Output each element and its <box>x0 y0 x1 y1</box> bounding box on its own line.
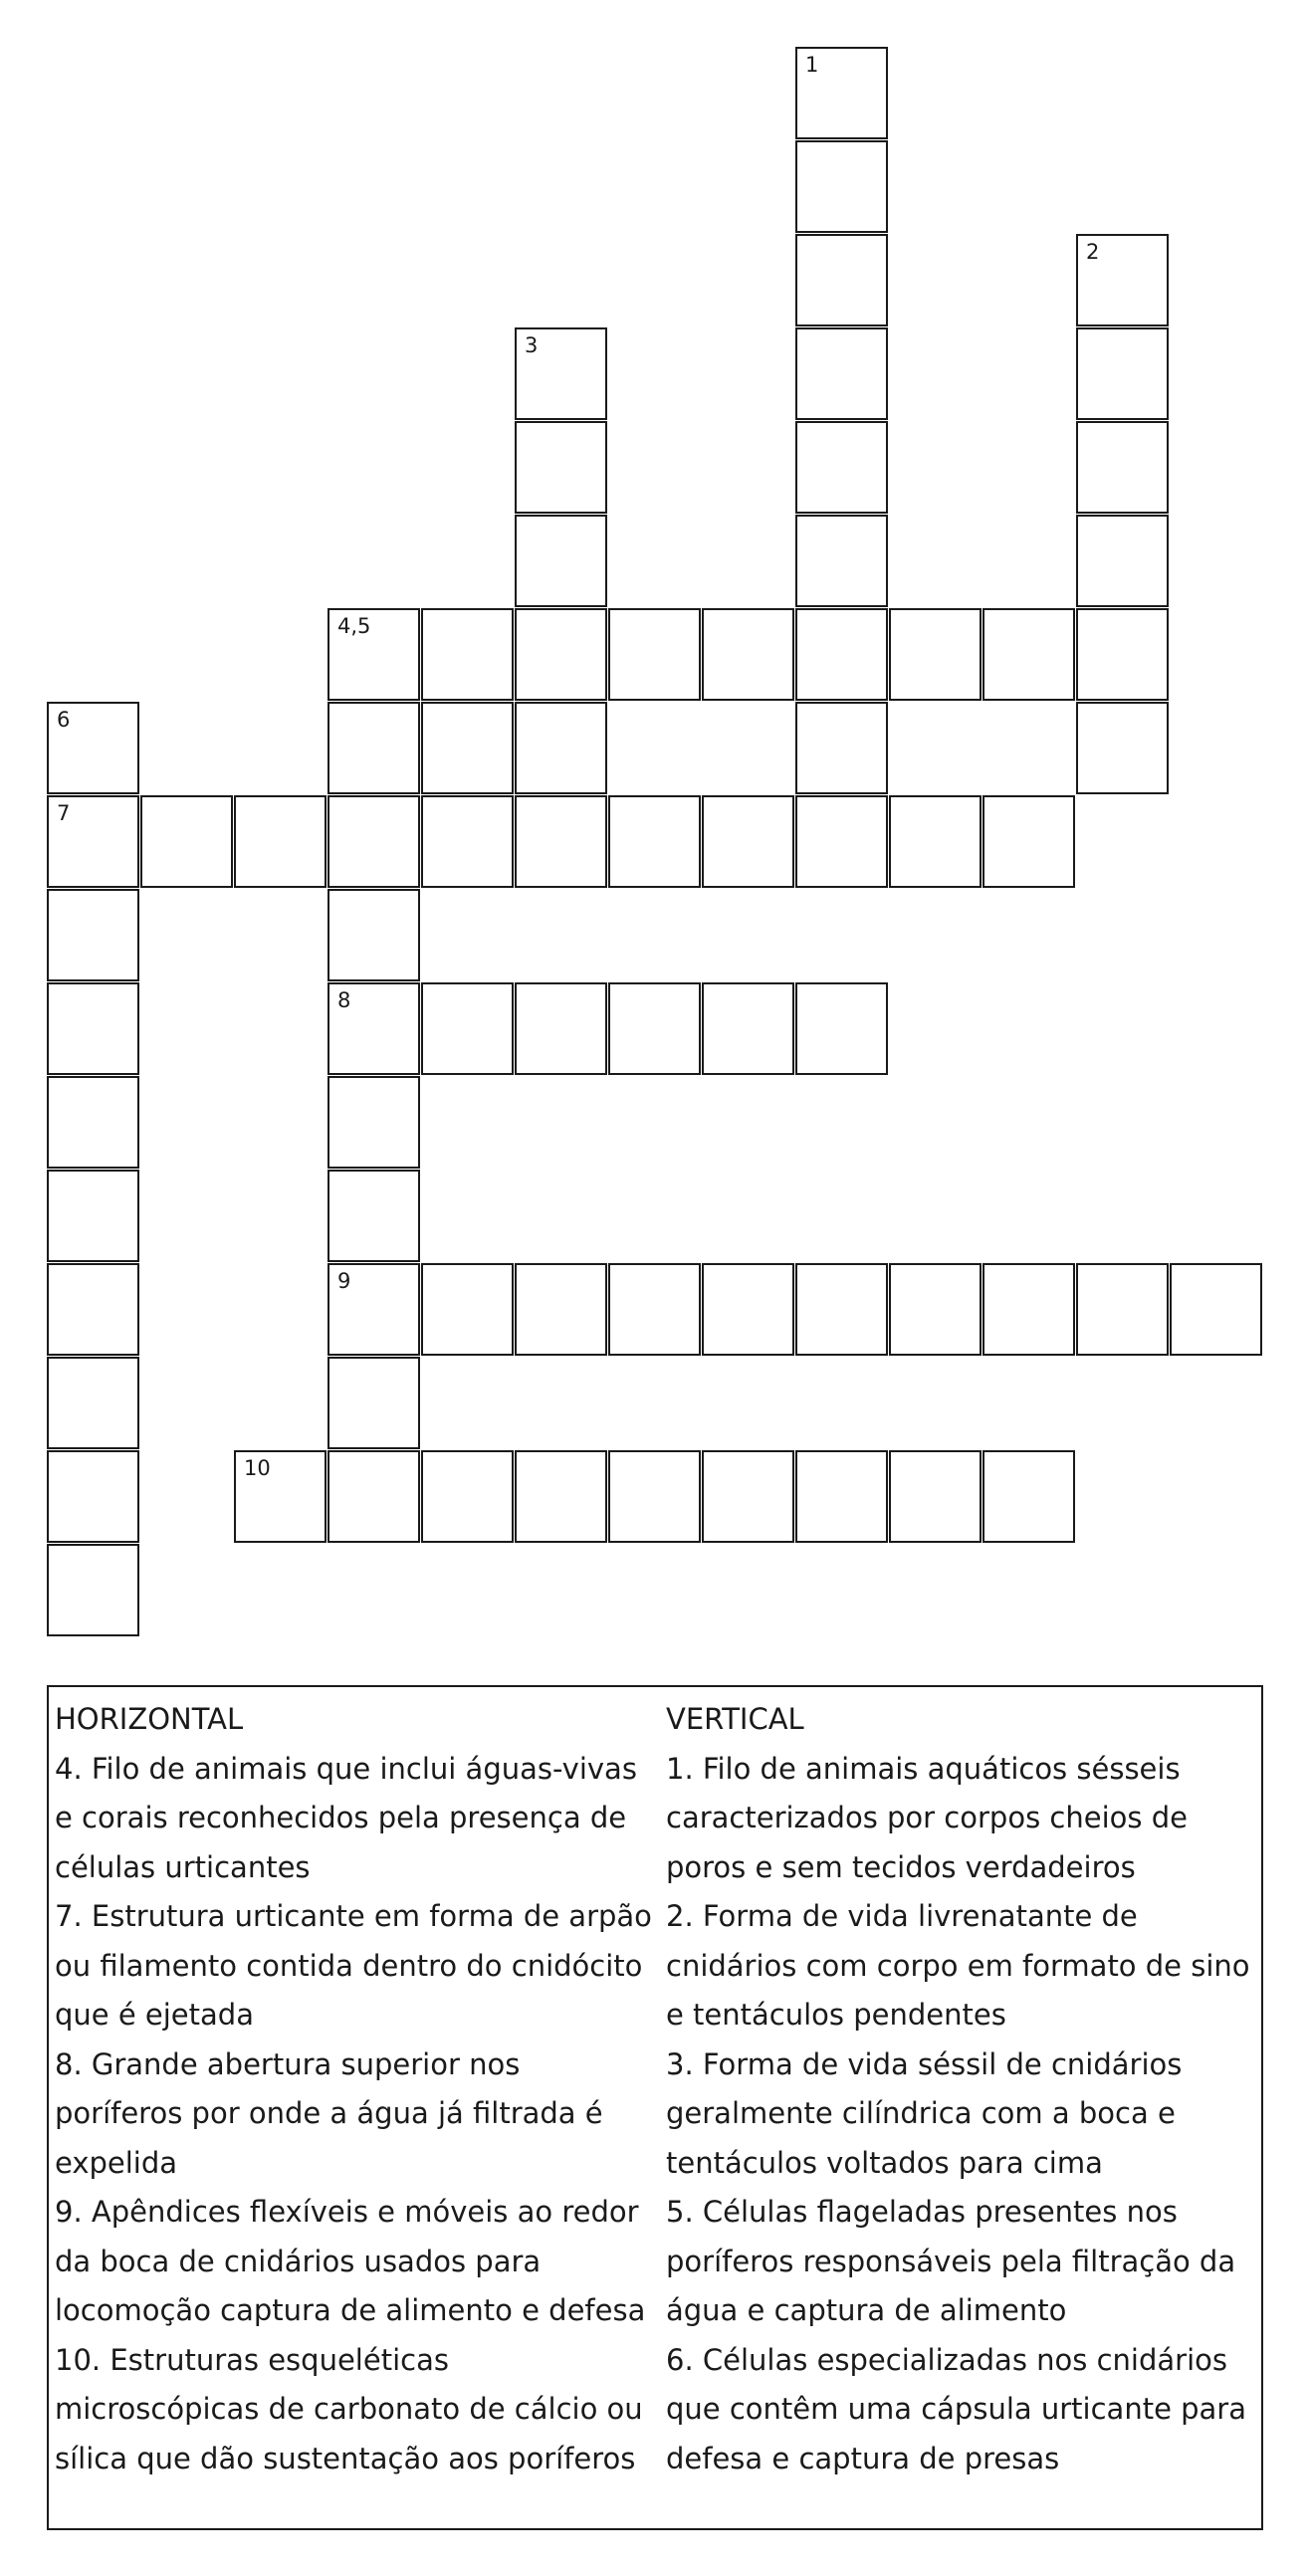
grid-cell[interactable] <box>515 421 607 514</box>
grid-cell[interactable] <box>328 795 420 888</box>
grid-cell[interactable] <box>328 889 420 981</box>
grid-cell[interactable] <box>47 702 139 794</box>
horizontal-title: HORIZONTAL <box>55 1702 244 1736</box>
clue-vertical-1: 1. Filo de animais aquáticos sésseis caracterizados por corpos cheios de poros e sem tecidos verdadeiros <box>666 1751 1188 1884</box>
vertical-title: VERTICAL <box>666 1702 804 1736</box>
grid-cell[interactable] <box>1076 515 1169 607</box>
grid-cell[interactable] <box>421 1263 514 1356</box>
clue-number: 6 <box>57 708 71 732</box>
vertical-clues <box>666 1695 1259 2483</box>
clue-number: 9 <box>337 1269 351 1293</box>
clue-vertical-6: 6. Células especializadas nos cnidários que contêm uma cápsula urticante para defesa e captura de presas <box>666 2342 1247 2475</box>
grid-cell[interactable] <box>47 1357 139 1449</box>
clue-number: 10 <box>244 1456 271 1480</box>
grid-cell[interactable] <box>328 982 420 1075</box>
grid-cell[interactable] <box>515 795 607 888</box>
grid-cell[interactable] <box>515 327 607 420</box>
grid-cell[interactable] <box>47 1544 139 1636</box>
horizontal-clues <box>55 1695 652 2483</box>
grid-cell[interactable] <box>608 982 701 1075</box>
clue-number: 8 <box>337 988 351 1012</box>
grid-cell[interactable] <box>515 982 607 1075</box>
grid-cell[interactable] <box>982 795 1075 888</box>
clue-vertical-5: 5. Células flageladas presentes nos poríferos responsáveis pela filtração da água e captura de alimento <box>666 2195 1236 2327</box>
clue-number: 4,5 <box>337 614 371 638</box>
grid-cell[interactable] <box>1076 234 1169 326</box>
grid-cell[interactable] <box>1076 327 1169 420</box>
grid-cell[interactable] <box>889 608 982 701</box>
grid-cell[interactable] <box>1076 702 1169 794</box>
grid-cell[interactable] <box>47 1170 139 1262</box>
grid-cell[interactable] <box>328 1263 420 1356</box>
grid-cell[interactable] <box>328 702 420 794</box>
grid-cell[interactable] <box>47 889 139 981</box>
grid-cell[interactable] <box>1076 608 1169 701</box>
grid-cell[interactable] <box>234 1450 327 1543</box>
grid-cell[interactable] <box>795 795 888 888</box>
grid-cell[interactable] <box>608 608 701 701</box>
grid-cell[interactable] <box>47 795 139 888</box>
grid-cell[interactable] <box>421 702 514 794</box>
clue-vertical-3: 3. Forma de vida séssil de cnidários geralmente cilíndrica com a boca e tentáculos voltados para cima <box>666 2046 1183 2180</box>
grid-cell[interactable] <box>421 608 514 701</box>
grid-cell[interactable] <box>702 795 794 888</box>
grid-cell[interactable] <box>795 140 888 233</box>
grid-cell[interactable] <box>889 1450 982 1543</box>
grid-cell[interactable] <box>795 982 888 1075</box>
grid-cell[interactable] <box>515 515 607 607</box>
grid-cell[interactable] <box>328 1357 420 1449</box>
clue-vertical-2: 2. Forma de vida livrenatante de cnidários com corpo em formato de sino e tentáculos pendentes <box>666 1899 1250 2032</box>
grid-cell[interactable] <box>608 1450 701 1543</box>
grid-cell[interactable] <box>795 515 888 607</box>
grid-cell[interactable] <box>328 608 420 701</box>
grid-cell[interactable] <box>795 608 888 701</box>
clue-number: 3 <box>525 333 539 357</box>
grid-cell[interactable] <box>608 795 701 888</box>
grid-cell[interactable] <box>795 1263 888 1356</box>
grid-cell[interactable] <box>795 234 888 326</box>
grid-cell[interactable] <box>328 1450 420 1543</box>
clues-box <box>47 1685 1263 2530</box>
grid-cell[interactable] <box>702 608 794 701</box>
clue-number: 1 <box>805 53 819 77</box>
clue-horizontal-10: 10. Estruturas esqueléticas microscópicas de carbonato de cálcio ou sílica que dão sustentação aos poríferos <box>55 2342 643 2475</box>
grid-cell[interactable] <box>795 327 888 420</box>
clue-number: 2 <box>1086 240 1100 264</box>
grid-cell[interactable] <box>515 702 607 794</box>
grid-cell[interactable] <box>421 982 514 1075</box>
grid-cell[interactable] <box>47 982 139 1075</box>
grid-cell[interactable] <box>47 1263 139 1356</box>
grid-cell[interactable] <box>1170 1263 1262 1356</box>
grid-cell[interactable] <box>47 1076 139 1169</box>
grid-cell[interactable] <box>421 795 514 888</box>
grid-cell[interactable] <box>889 795 982 888</box>
grid-cell[interactable] <box>795 421 888 514</box>
grid-cell[interactable] <box>1076 421 1169 514</box>
grid-cell[interactable] <box>234 795 327 888</box>
grid-cell[interactable] <box>795 1450 888 1543</box>
grid-cell[interactable] <box>795 47 888 139</box>
grid-cell[interactable] <box>328 1076 420 1169</box>
clue-number: 7 <box>57 801 71 825</box>
clue-horizontal-7: 7. Estrutura urticante em forma de arpão ou filamento contida dentro do cnidócito que é ejetada <box>55 1899 652 2032</box>
grid-cell[interactable] <box>515 1263 607 1356</box>
grid-cell[interactable] <box>421 1450 514 1543</box>
grid-cell[interactable] <box>608 1263 701 1356</box>
clue-horizontal-4: 4. Filo de animais que inclui águas-vivas e corais reconhecidos pela presença de células urticantes <box>55 1751 637 1884</box>
grid-cell[interactable] <box>1076 1263 1169 1356</box>
clue-horizontal-8: 8. Grande abertura superior nos poríferos por onde a água já filtrada é expelida <box>55 2046 603 2180</box>
grid-cell[interactable] <box>795 702 888 794</box>
grid-cell[interactable] <box>982 1450 1075 1543</box>
grid-cell[interactable] <box>140 795 233 888</box>
grid-cell[interactable] <box>702 982 794 1075</box>
grid-cell[interactable] <box>515 608 607 701</box>
grid-cell[interactable] <box>982 1263 1075 1356</box>
clue-horizontal-9: 9. Apêndices flexíveis e móveis ao redor da boca de cnidários usados para locomoção captura de alimento e defesa <box>55 2195 646 2327</box>
grid-cell[interactable] <box>515 1450 607 1543</box>
grid-cell[interactable] <box>328 1170 420 1262</box>
grid-cell[interactable] <box>47 1450 139 1543</box>
grid-cell[interactable] <box>702 1263 794 1356</box>
grid-cell[interactable] <box>982 608 1075 701</box>
grid-cell[interactable] <box>702 1450 794 1543</box>
grid-cell[interactable] <box>889 1263 982 1356</box>
